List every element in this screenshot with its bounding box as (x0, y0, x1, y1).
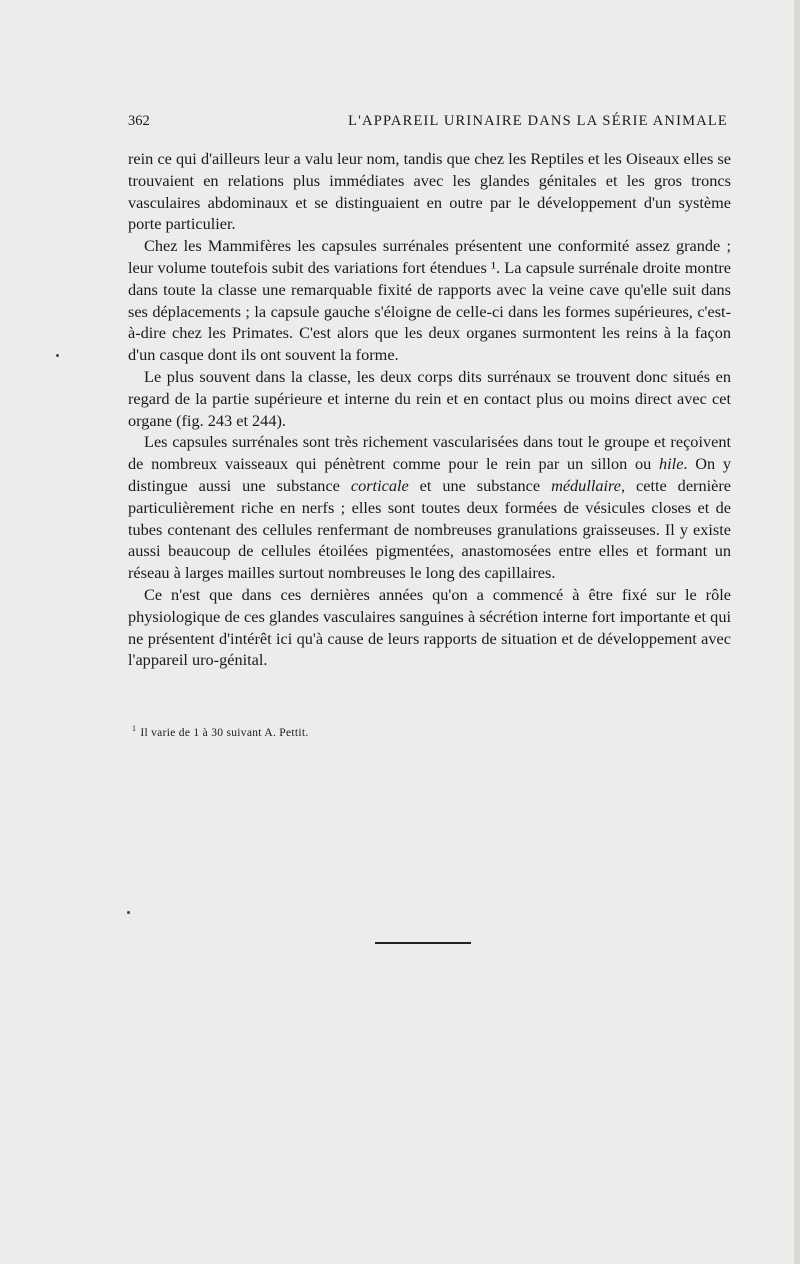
paragraph-mammiferes: Chez les Mammifères les capsules surrénales présentent une conformité assez grande ; leur volume toutefois subit des variations fort étendues ¹. La capsule surrénale droite montre dans toute la classe une remarquable fixité de rapports avec la veine cave qu'elle suit dans ses déplacements ; la capsule gauche s'éloigne de celle-ci dans les formes supérieures, c'est-à-dire chez les Primates. C'est alors que les deux organes surmontent les reins à la façon d'un casque dont ils ont souvent la forme. (128, 236, 731, 365)
term-hile: hile (659, 454, 684, 474)
vascular-text-3: et une substance (408, 475, 552, 495)
footnote-text: Il varie de 1 à 30 suivant A. Pettit. (140, 726, 309, 739)
show-through-from-reverse (0, 690, 800, 1264)
footnote (132, 722, 732, 740)
term-corticale: corticale (350, 475, 409, 495)
body-text (128, 148, 731, 671)
ink-speck (127, 911, 130, 914)
paragraph-continued: rein ce qui d'ailleurs leur a valu leur nom, tandis que chez les Reptiles et les Oiseaux elles se trouvaient en relations plus immédiates avec les glandes génitales et les gros troncs vasculaires abdominaux et se distinguaient en outre par le développement d'un système porte particulier. (128, 149, 731, 234)
paragraph-physiologie: Ce n'est que dans ces dernières années qu'on a commencé à être fixé sur le rôle physiologique de ces glandes vasculaires sanguines à sécrétion interne fort importante et qui ne présentent d'intérêt ici qu'à cause de leurs rapports de situation et de développement avec l'appareil uro-génital. (128, 584, 731, 670)
term-medullaire: médullaire (551, 475, 621, 495)
ink-speck (56, 354, 59, 357)
footnote-mark: 1 (132, 724, 137, 733)
page-header (128, 113, 728, 137)
page-edge (794, 0, 800, 1264)
running-title: L'APPAREIL URINAIRE DANS LA SÉRIE ANIMALE (348, 113, 728, 129)
vascular-text-1: Les capsules surrénales sont très richement vascularisées dans tout le groupe et reçoivent de nombreux vaisseaux qui pénètrent comme pour le rein par un sillon ou (128, 432, 731, 474)
vascular-text-2: . On y distingue aussi une substance (128, 454, 732, 495)
paragraph-vascularisation (128, 431, 731, 584)
page-number: 362 (128, 113, 150, 129)
paragraph-position: Le plus souvent dans la classe, les deux corps dits surrénaux se trouvent donc situés en regard de la partie supérieure et interne du rein et en contact plus ou moins direct avec cet organe (fig. 243 et 244). (128, 366, 731, 430)
end-rule (375, 942, 471, 944)
vascular-text-4: , cette dernière particulièrement riche en nerfs ; elles sont toutes deux formées de vésicules closes et de tubes contenant des cellules renfermant de nombreuses granulations graisseuses. Il y existe aussi beaucoup de cellules étoilées pigmentées, anastomosées entre elles et formant un réseau à larges mailles surtout nombreuses le long des capillaires. (128, 475, 732, 583)
